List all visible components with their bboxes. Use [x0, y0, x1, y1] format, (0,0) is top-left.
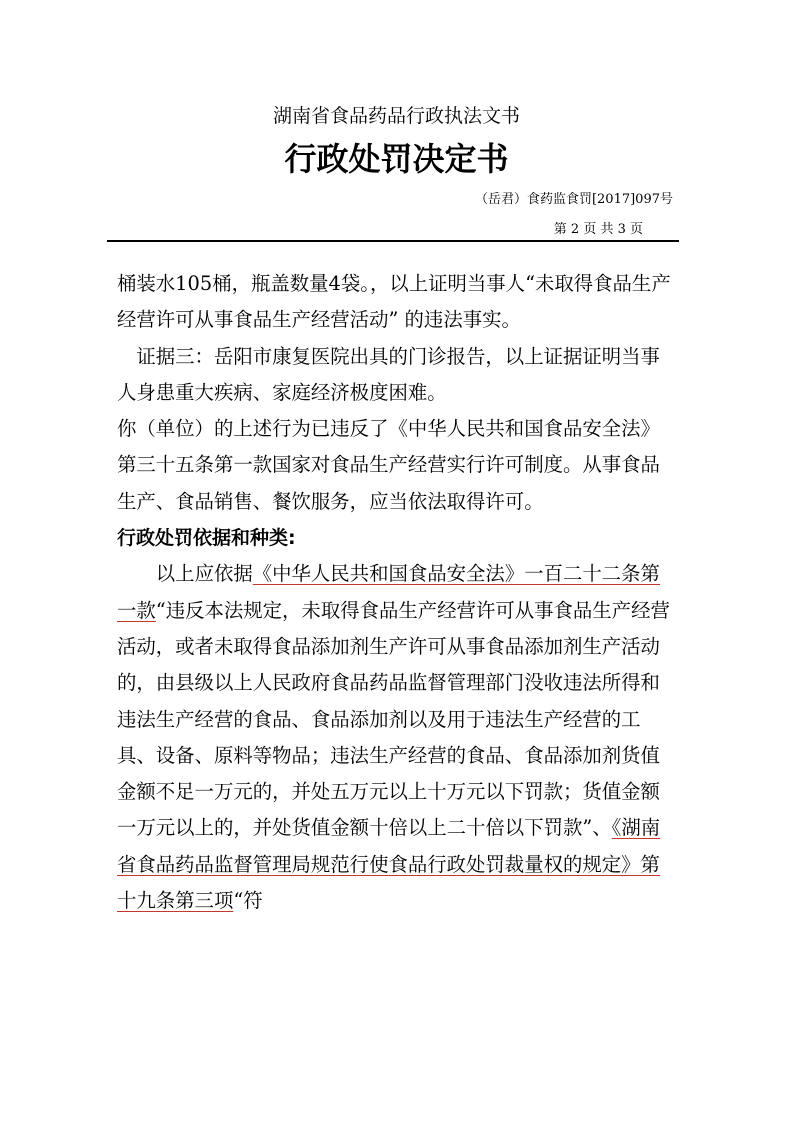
document-number: （岳君）食药监食罚[2017]097号	[474, 192, 673, 207]
document-body	[117, 266, 677, 919]
basis-intro-text: 以上应依据	[155, 562, 253, 586]
agency-name: 湖南省食品药品行政执法文书	[272, 105, 520, 127]
section-heading-penalty-basis: 行政处罚依据和种类:	[117, 527, 296, 550]
paragraph-evidence-continued: 桶装水105桶，瓶盖数量4袋。，以上证明当事人“未取得食品生产经营许可从事食品生产经营活动” 的违法事实。	[117, 272, 671, 332]
header-divider	[107, 240, 679, 242]
paragraph-violation: 你（单位）的上述行为已违反了《中华人民共和国食品安全法》第三十五条第一款国家对食品生产经营实行许可制度。从事食品生产、食品销售、餐饮服务，应当依法取得许可。	[117, 417, 660, 513]
paragraph-evidence-three: 证据三：岳阳市康复医院出具的门诊报告，以上证据证明当事人身患重大疾病、家庭经济极度困难。	[117, 344, 660, 404]
law-reference-hunan-regulation: 《湖南省食品药品监督管理局规范行使食品行政处罚裁量权的规定》第十九条第三项	[117, 816, 661, 913]
page-indicator: 第 2 页 共 3 页	[553, 222, 643, 237]
law-quote-text: “违反本法规定，未取得食品生产经营许可从事食品生产经营活动，或者未取得食品添加剂生产许可从事食品添加剂生产活动的，由县级以上人民政府食品药品监督管理部门没收违法所得和违法生产经营的食品、食品添加剂以及用于违法生产经营的工具、设备、原料等物品；违法生产经营的食品、食品添加剂货值金额不足一万元的，并处五万元以上十万元以下罚款；货值金额一万元以上的，并处货值金额十倍以上二十倍以下罚款”、	[117, 598, 670, 840]
document-title: 行政处罚决定书	[284, 140, 509, 178]
continuation-text: “符	[233, 889, 263, 913]
paragraph-penalty-basis	[117, 556, 677, 919]
law-reference-food-safety: 《中华人民共和国食品安全法》一百二十二条第一款	[117, 562, 660, 622]
